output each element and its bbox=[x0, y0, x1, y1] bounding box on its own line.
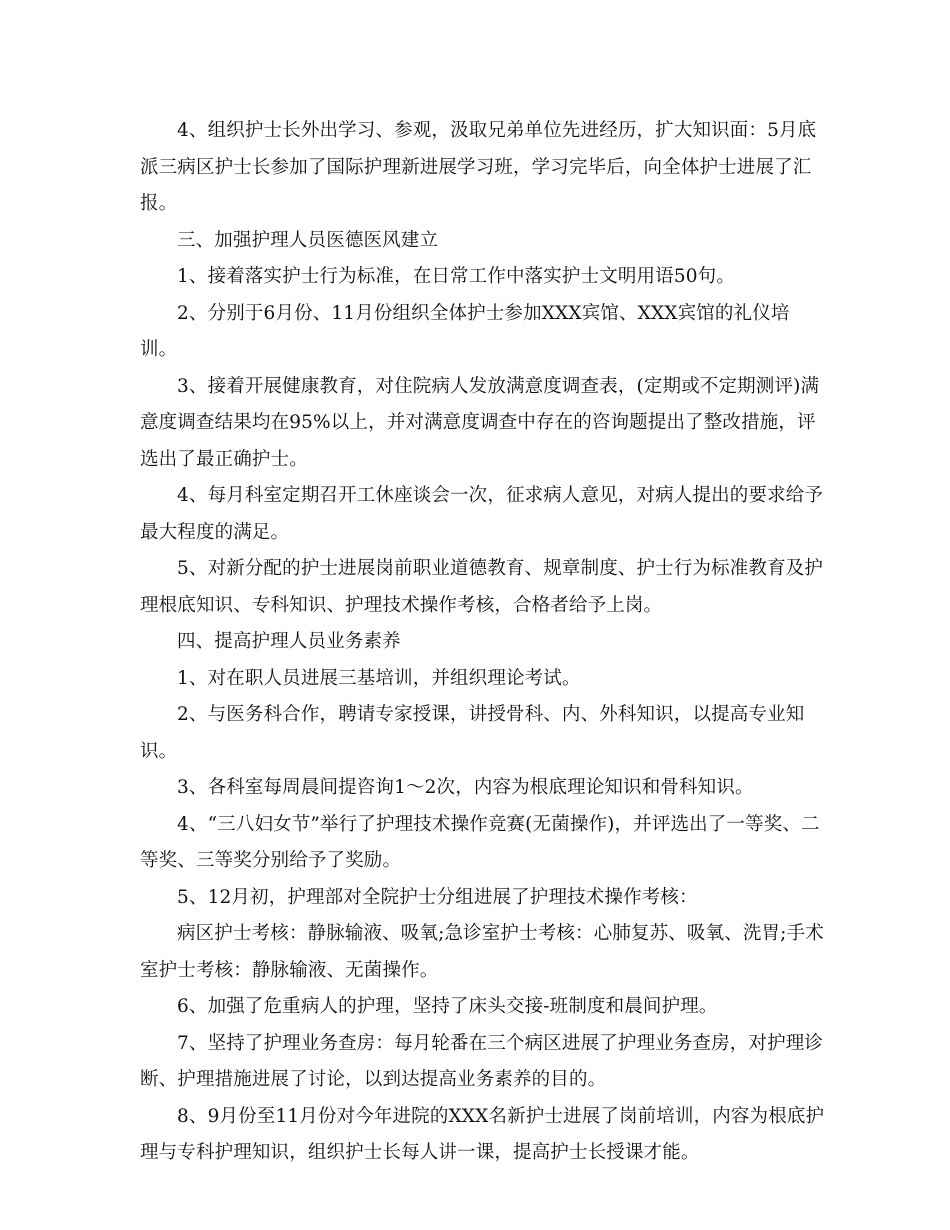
paragraph-4-monthly-meeting: 4、每月科室定期召开工休座谈会一次，征求病人意见，对病人提出的要求给予最大程度的满足。 bbox=[140, 485, 824, 543]
paragraph-6-critical-care: 6、加强了危重病人的护理，坚持了床头交接-班制度和晨间护理。 bbox=[177, 996, 718, 1017]
paragraph-7-ward-rounds: 7、坚持了护理业务查房：每月轮番在三个病区进展了护理业务查房，对护理诊断、护理措施进展了讨论，以到达提高业务素养的目的。 bbox=[140, 1032, 824, 1090]
paragraph-4-skills-competition: 4、“三八妇女节”举行了护理技术操作竞赛(无菌操作)，并评选出了一等奖、二等奖、三等奖分别给予了奖励。 bbox=[140, 813, 820, 871]
section-heading-four: 四、提高护理人员业务素养 bbox=[177, 631, 401, 652]
paragraph-1-sanji-training: 1、对在职人员进展三基培训，并组织理论考试。 bbox=[177, 667, 581, 689]
paragraph-5-new-nurse-education: 5、对新分配的护士进展岗前职业道德教育、规章制度、护士行为标准教育及护理根底知识、专科知识、护理技术操作考核，合格者给予上岗。 bbox=[140, 558, 824, 616]
paragraph-1-behavior-standard: 1、接着落实护士行为标准，在日常工作中落实护士文明用语50句。 bbox=[177, 266, 735, 287]
document-body bbox=[140, 113, 825, 1172]
paragraph-4-study-visit: 4、组织护士长外出学习、参观，汲取兄弟单位先进经历，扩大知识面：5月底派三病区护士长参加了国际护理新进展学习班，学习完毕后，向全体护士进展了汇报。 bbox=[140, 120, 817, 214]
section-heading-three: 三、加强护理人员医德医风建立 bbox=[177, 229, 439, 251]
paragraph-8-new-nurse-training: 8、9月份至11月份对今年进院的XXX名新护士进展了岗前培训，内容为根底护理与专科护理知识，组织护士长每人讲一课，提高护士长授课才能。 bbox=[140, 1105, 825, 1163]
paragraph-2-etiquette-training: 2、分别于6月份、11月份组织全体护士参加XXX宾馆、XXX宾馆的礼仪培训。 bbox=[140, 302, 790, 360]
paragraph-assessment-details: 病区护士考核：静脉输液、吸氧;急诊室护士考核：心肺复苏、吸氧、洗胃;手术室护士考核：静脉输液、无菌操作。 bbox=[140, 923, 824, 981]
paragraph-3-health-education: 3、接着开展健康教育，对住院病人发放满意度调查表，(定期或不定期测评)满意度调查结果均在95%以上，并对满意度调查中存在的咨询题提出了整改措施，评选出了最正确护士。 bbox=[140, 375, 820, 470]
paragraph-5-december-assessment: 5、12月初，护理部对全院护士分组进展了护理技术操作考核： bbox=[177, 886, 698, 908]
paragraph-2-expert-lectures: 2、与医务科合作，聘请专家授课，讲授骨科、内、外科知识，以提高专业知识。 bbox=[140, 704, 805, 762]
paragraph-3-morning-quiz: 3、各科室每周晨间提咨询1～2次，内容为根底理论知识和骨科知识。 bbox=[177, 777, 754, 798]
